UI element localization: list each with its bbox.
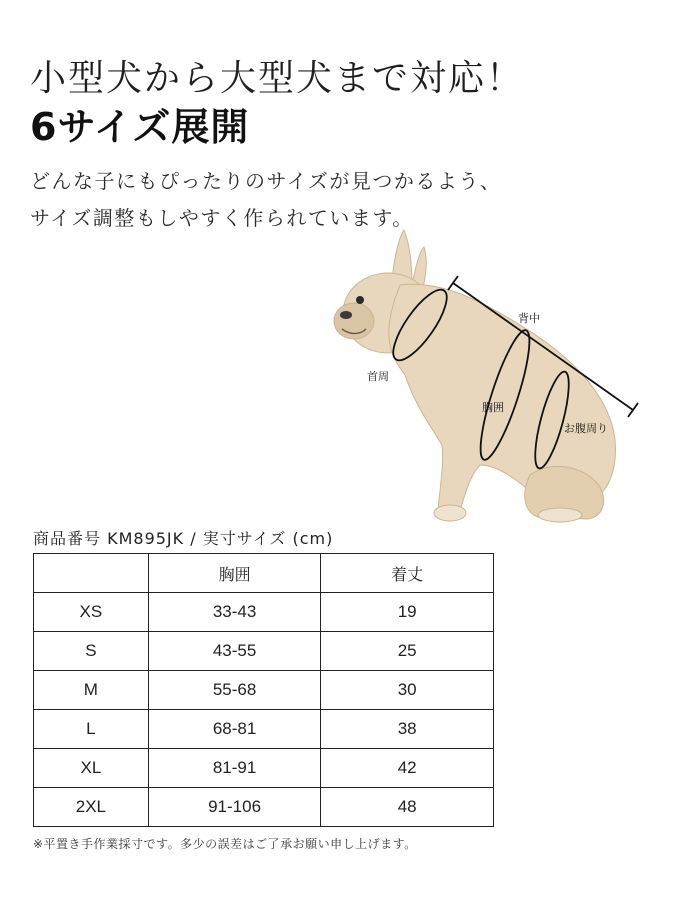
lead-text-line1: どんな子にもぴったりのサイズが見つかるよう、 (30, 169, 502, 193)
cell-length: 38 (321, 710, 494, 749)
label-waist: お腹周り (564, 422, 608, 435)
header-length: 着丈 (321, 554, 494, 593)
cell-size: XS (34, 593, 149, 632)
cell-size: XL (34, 749, 149, 788)
headline-size-count: 6サイズ展開 (30, 105, 250, 149)
cell-length: 30 (321, 671, 494, 710)
cell-chest: 55-68 (148, 671, 321, 710)
label-chest: 胸囲 (482, 401, 504, 414)
cell-chest: 43-55 (148, 632, 321, 671)
table-row (34, 749, 494, 788)
cell-length: 48 (321, 788, 494, 827)
table-row (34, 710, 494, 749)
cell-chest: 91-106 (148, 788, 321, 827)
header-size (34, 554, 149, 593)
cell-length: 19 (321, 593, 494, 632)
table-row (34, 788, 494, 827)
cell-chest: 81-91 (148, 749, 321, 788)
measurement-footnote: ※平置き手作業採寸です。多少の誤差はご了承お願い申し上げます。 (33, 837, 417, 851)
dog-illustration (320, 225, 650, 535)
label-neck: 首周 (367, 370, 389, 383)
table-caption: 商品番号 KM895JK / 実寸サイズ (cm) (33, 529, 334, 548)
headline-primary: 小型犬から大型犬まで対応！ (30, 58, 525, 99)
back-length-cap-end (628, 403, 638, 417)
table-row (34, 632, 494, 671)
table-header-row (34, 554, 494, 593)
dog-measurement-diagram (320, 225, 650, 535)
cell-length: 42 (321, 749, 494, 788)
lead-text-line2: サイズ調整もしやすく作られています。 (30, 206, 414, 230)
back-length-cap-start (448, 276, 458, 290)
cell-chest: 68-81 (148, 710, 321, 749)
cell-size: M (34, 671, 149, 710)
cell-size: 2XL (34, 788, 149, 827)
size-chart-table (33, 553, 494, 827)
cell-size: L (34, 710, 149, 749)
label-back-length: 背中 (518, 312, 540, 325)
header-chest: 胸囲 (148, 554, 321, 593)
table-row (34, 593, 494, 632)
table-row (34, 671, 494, 710)
cell-chest: 33-43 (148, 593, 321, 632)
cell-length: 25 (321, 632, 494, 671)
cell-size: S (34, 632, 149, 671)
